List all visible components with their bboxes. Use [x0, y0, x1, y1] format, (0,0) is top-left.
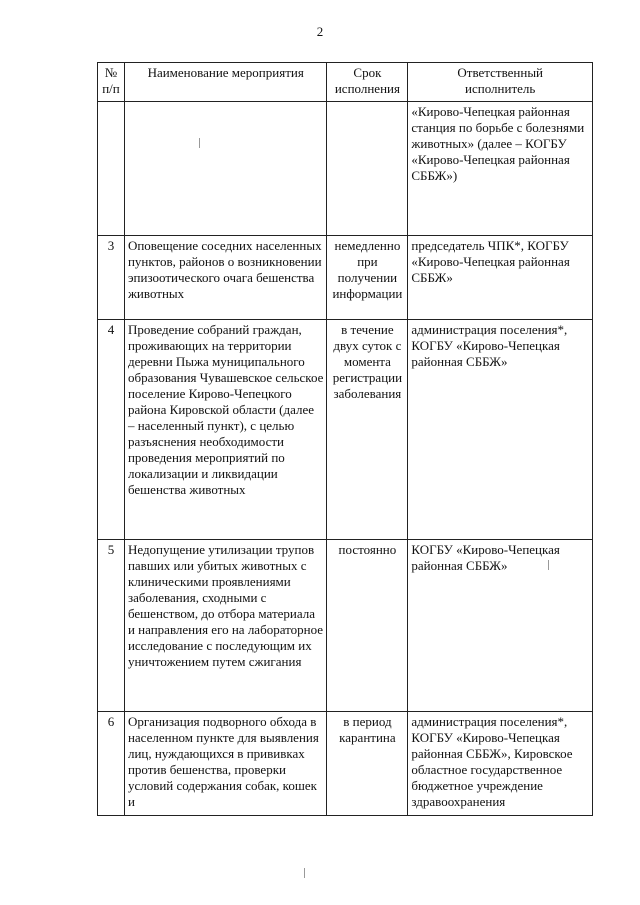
row-num: [98, 102, 125, 236]
row-resp: КОГБУ «Кирово-Чепецкая районная СББЖ»: [408, 540, 593, 712]
scan-mark: [548, 560, 549, 570]
header-term: Срок исполнения: [327, 63, 408, 102]
table-row: [98, 540, 593, 712]
row-resp: администрация поселения*, КОГБУ «Кирово-Чепецкая районная СББЖ»: [408, 320, 593, 540]
header-resp: Ответственный исполнитель: [408, 63, 593, 102]
table-header-row: [98, 63, 593, 102]
row-name: [124, 102, 326, 236]
row-term: в период карантина: [327, 712, 408, 816]
row-name: Оповещение соседних населенных пунктов, районов о возникновении эпизоотического очага бешенства животных: [124, 236, 326, 320]
row-term: немедленно при получении информации: [327, 236, 408, 320]
row-num: 4: [98, 320, 125, 540]
row-num: 3: [98, 236, 125, 320]
row-num: 5: [98, 540, 125, 712]
row-resp: председатель ЧПК*, КОГБУ «Кирово-Чепецкая районная СББЖ»: [408, 236, 593, 320]
row-term: в течение двух суток с момента регистрации заболевания: [327, 320, 408, 540]
header-name: Наименование мероприятия: [124, 63, 326, 102]
table-row: [98, 102, 593, 236]
page-number: 2: [316, 24, 324, 39]
row-resp: администрация поселения*, КОГБУ «Кирово-Чепецкая районная СББЖ», Кировское областное государственное бюджетное учреждение здравоохранения: [408, 712, 593, 816]
row-name: Проведение собраний граждан, проживающих на территории деревни Пыжа муниципального образования Чувашевское сельское поселение Кирово-Чепецкого района Кировской области (далее – населенный пункт), с целью разъяснения необходимости проведения мероприятий по локализации и ликвидации бешенства животных: [124, 320, 326, 540]
row-resp: «Кирово-Чепецкая районная станция по борьбе с болезнями животных» (далее – КОГБУ «Кирово-Чепецкая районная СББЖ»): [408, 102, 593, 236]
scan-mark: [304, 868, 305, 878]
header-num: № п/п: [98, 63, 125, 102]
row-num: 6: [98, 712, 125, 816]
table-row: [98, 236, 593, 320]
table-row: [98, 712, 593, 816]
table-row: [98, 320, 593, 540]
scan-mark: [199, 138, 200, 148]
row-name: Недопущение утилизации трупов павших или убитых животных с клиническими проявлениями заболевания, сходными с бешенством, до отбора материала и направления его на лабораторное исследование с последующим их уничтожением путем сжигания: [124, 540, 326, 712]
row-term: постоянно: [327, 540, 408, 712]
row-name: Организация подворного обхода в населенном пункте для выявления лиц, нуждающихся в прививках против бешенства, проверки условий содержания собак, кошек и: [124, 712, 326, 816]
measures-table: [97, 62, 593, 816]
row-term: [327, 102, 408, 236]
